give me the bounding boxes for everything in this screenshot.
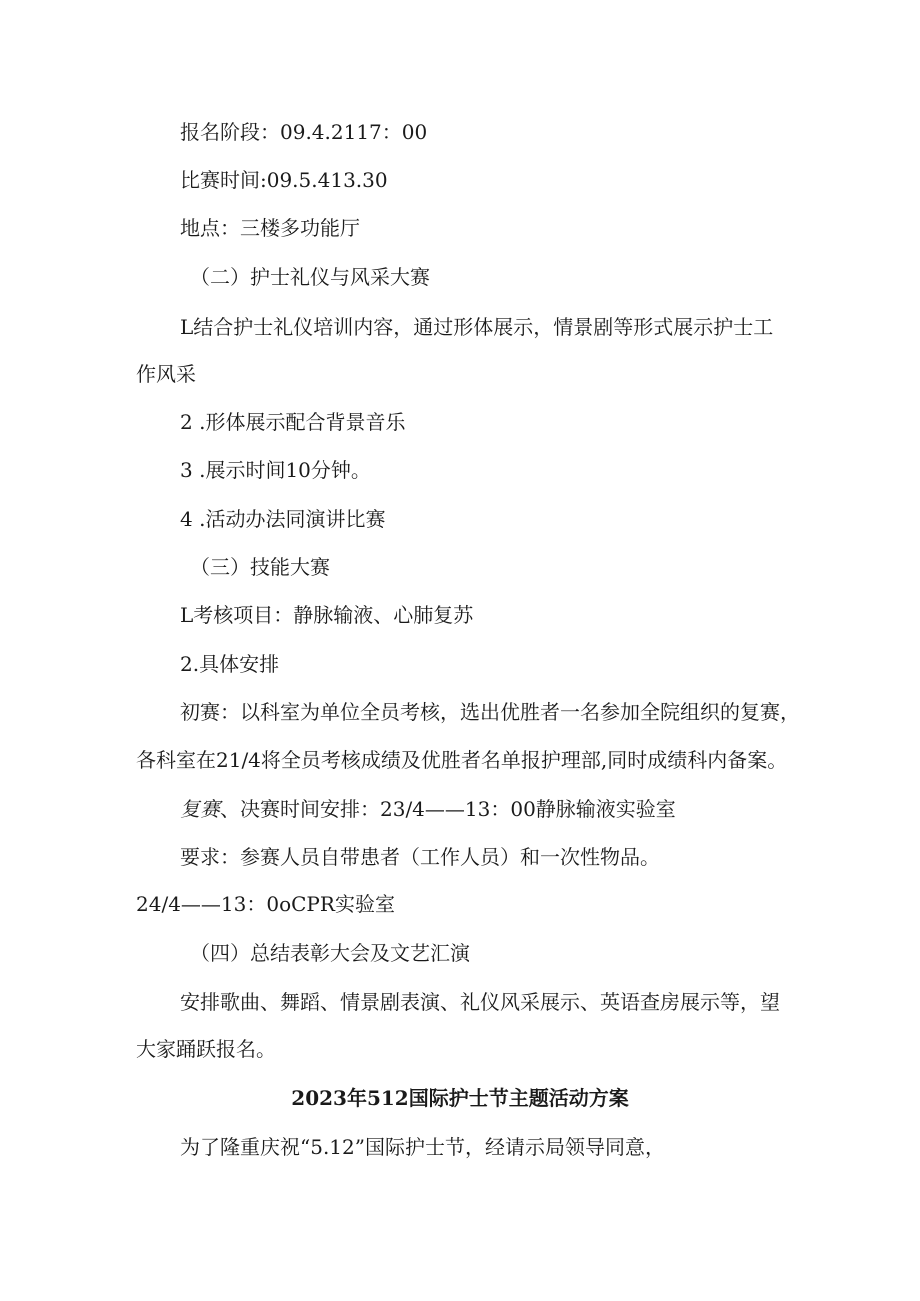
arrangement-paragraph-cont: 大家踊跃报名。 — [136, 1037, 276, 1061]
skill-item-1: L考核项目：静脉输液、心肺复苏 — [180, 603, 474, 627]
prelim-paragraph-cont: 各科室在21/4将全员考核成绩及优胜者名单报护理部,同时成绩科内备案。 — [136, 748, 788, 772]
cpr-schedule: 24/4——13：0oCPR实验室 — [136, 892, 395, 916]
registration-stage: 报名阶段：09.4.2117：00 — [180, 120, 428, 144]
section-3-heading: （三）技能大赛 — [190, 555, 330, 579]
etiquette-item-2: 2 .形体展示配合背景音乐 — [180, 410, 406, 434]
venue: 地点：三楼多功能厅 — [180, 216, 360, 240]
semifinal-details: 、决赛时间安排：23/4——13：00静脉输液实验室 — [220, 797, 676, 821]
etiquette-item-1: L结合护士礼仪培训内容，通过形体展示，情景剧等形式展示护士工 — [180, 315, 774, 339]
etiquette-item-1-cont: 作风采 — [136, 362, 196, 386]
semifinal-schedule — [180, 795, 676, 823]
etiquette-item-4: 4 .活动办法同演讲比赛 — [180, 507, 386, 531]
semifinal-label: 复赛 — [180, 797, 220, 821]
intro-paragraph: 为了隆重庆祝“5.12”国际护士节，经请示局领导同意， — [180, 1135, 665, 1159]
prelim-paragraph: 初赛：以科室为单位全员考核，选出优胜者一名参加全院组织的复赛， — [180, 700, 800, 724]
section-2-heading: （二）护士礼仪与风采大赛 — [190, 265, 430, 289]
skill-item-2: 2.具体安排 — [180, 652, 280, 676]
section-4-heading: （四）总结表彰大会及文艺汇演 — [190, 941, 470, 965]
arrangement-paragraph: 安排歌曲、舞蹈、情景剧表演、礼仪风采展示、英语查房展示等，望 — [180, 990, 780, 1014]
etiquette-item-3: 3 .展示时间10分钟。 — [180, 458, 371, 482]
requirement: 要求：参赛人员自带患者（工作人员）和一次性物品。 — [180, 845, 660, 869]
competition-time: 比赛时间:09.5.413.30 — [180, 168, 388, 192]
document-title: 2023年512国际护士节主题活动方案 — [291, 1086, 629, 1110]
